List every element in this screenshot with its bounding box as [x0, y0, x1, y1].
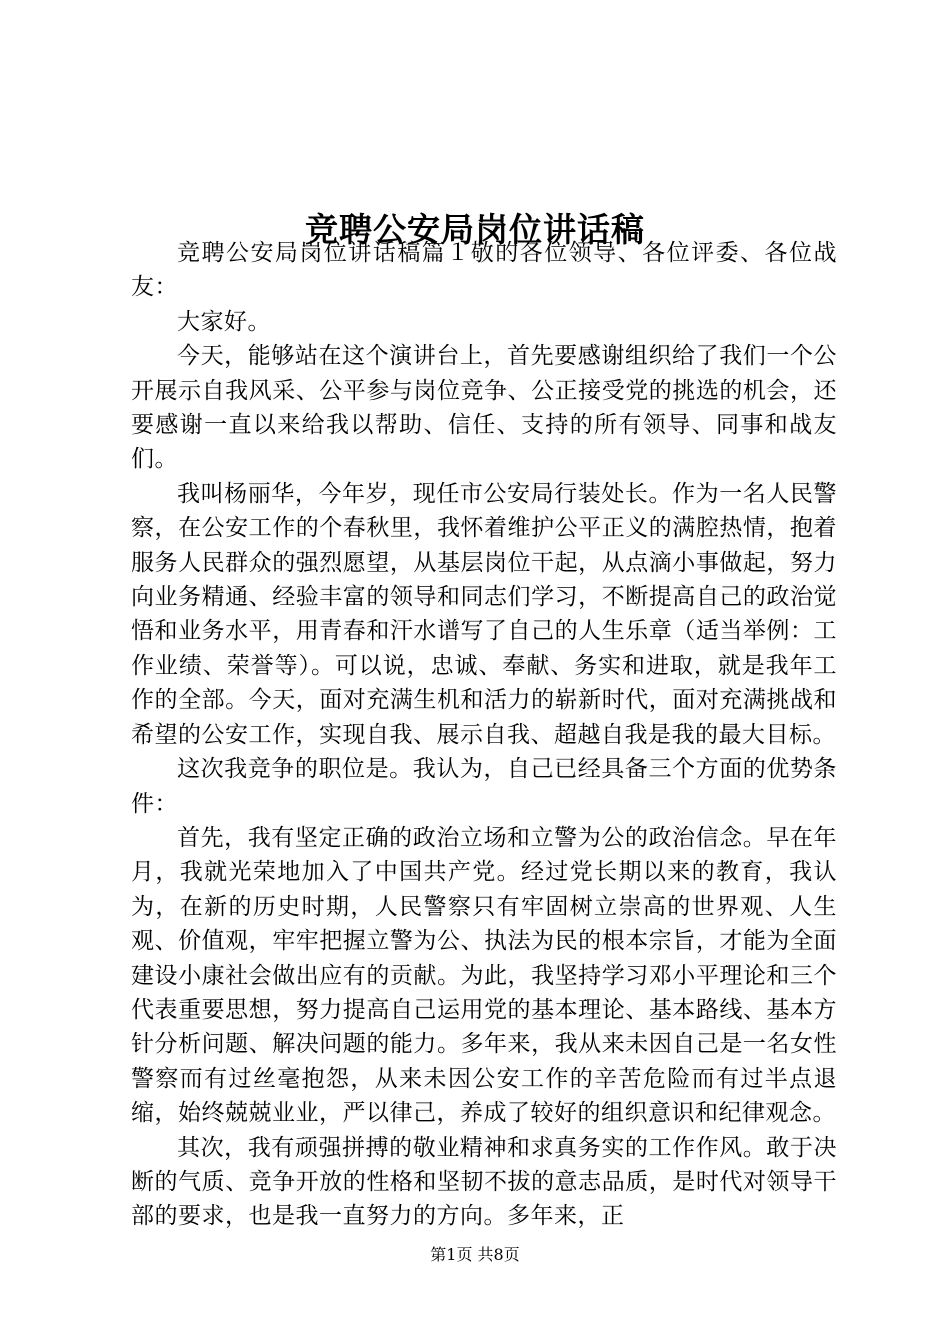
paragraph-thanks: 今天，能够站在这个演讲台上，首先要感谢组织给了我们一个公开展示自我风采、公平参与岗位竞争、公正接受党的挑选的机会，还要感谢一直以来给我以帮助、信任、支持的所有领导、同事和战友们。: [131, 343, 837, 473]
page-number-footer: 第1页 共8页: [430, 1245, 520, 1264]
document-body: [131, 236, 837, 1234]
paragraph-second-advantage: 其次，我有顽强拼搏的敬业精神和求真务实的工作作风。敢于决断的气质、竞争开放的性格和坚韧不拔的意志品质，是时代对领导干部的要求，也是我一直努力的方向。多年来，正: [131, 1134, 837, 1230]
paragraph-position: 这次我竞争的职位是。我认为，自己已经具备三个方面的优势条件：: [131, 756, 837, 817]
document-title: 竞聘公安局岗位讲话稿: [305, 210, 645, 250]
paragraph-salutation: 竞聘公安局岗位讲话稿篇１敬的各位领导、各位评委、各位战友：: [131, 240, 837, 301]
paragraph-self-introduction: 我叫杨丽华，今年岁，现任市公安局行装处长。作为一名人民警察，在公安工作的个春秋里，我怀着维护公平正义的满腔热情，抱着服务人民群众的强烈愿望，从基层岗位干起，从点滴小事做起，努力向业务精通、经验丰富的领导和同志们学习，不断提高自己的政治觉悟和业务水平，用青春和汗水谱写了自己的人生乐章（适当举例：工作业绩、荣誉等）。可以说，忠诚、奉献、务实和进取，就是我年工作的全部。今天，面对充满生机和活力的崭新时代，面对充满挑战和希望的公安工作，实现自我、展示自我、超越自我是我的最大目标。: [131, 480, 837, 748]
paragraph-greeting: 大家好。: [177, 308, 271, 335]
paragraph-first-advantage: 首先，我有坚定正确的政治立场和立警为公的政治信念。早在年月，我就光荣地加入了中国共产党。经过党长期以来的教育，我认为，在新的历史时期，人民警察只有牢固树立崇高的世界观、人生观、价值观，牢牢把握立警为公、执法为民的根本宗旨，才能为全面建设小康社会做出应有的贡献。为此，我坚持学习邓小平理论和三个代表重要思想，努力提高自己运用党的基本理论、基本路线、基本方针分析问题、解决问题的能力。多年来，我从来未因自己是一名女性警察而有过丝毫抱怨，从来未因公安工作的辛苦危险而有过半点退缩，始终兢兢业业，严以律己，养成了较好的组织意识和纪律观念。: [131, 824, 837, 1127]
